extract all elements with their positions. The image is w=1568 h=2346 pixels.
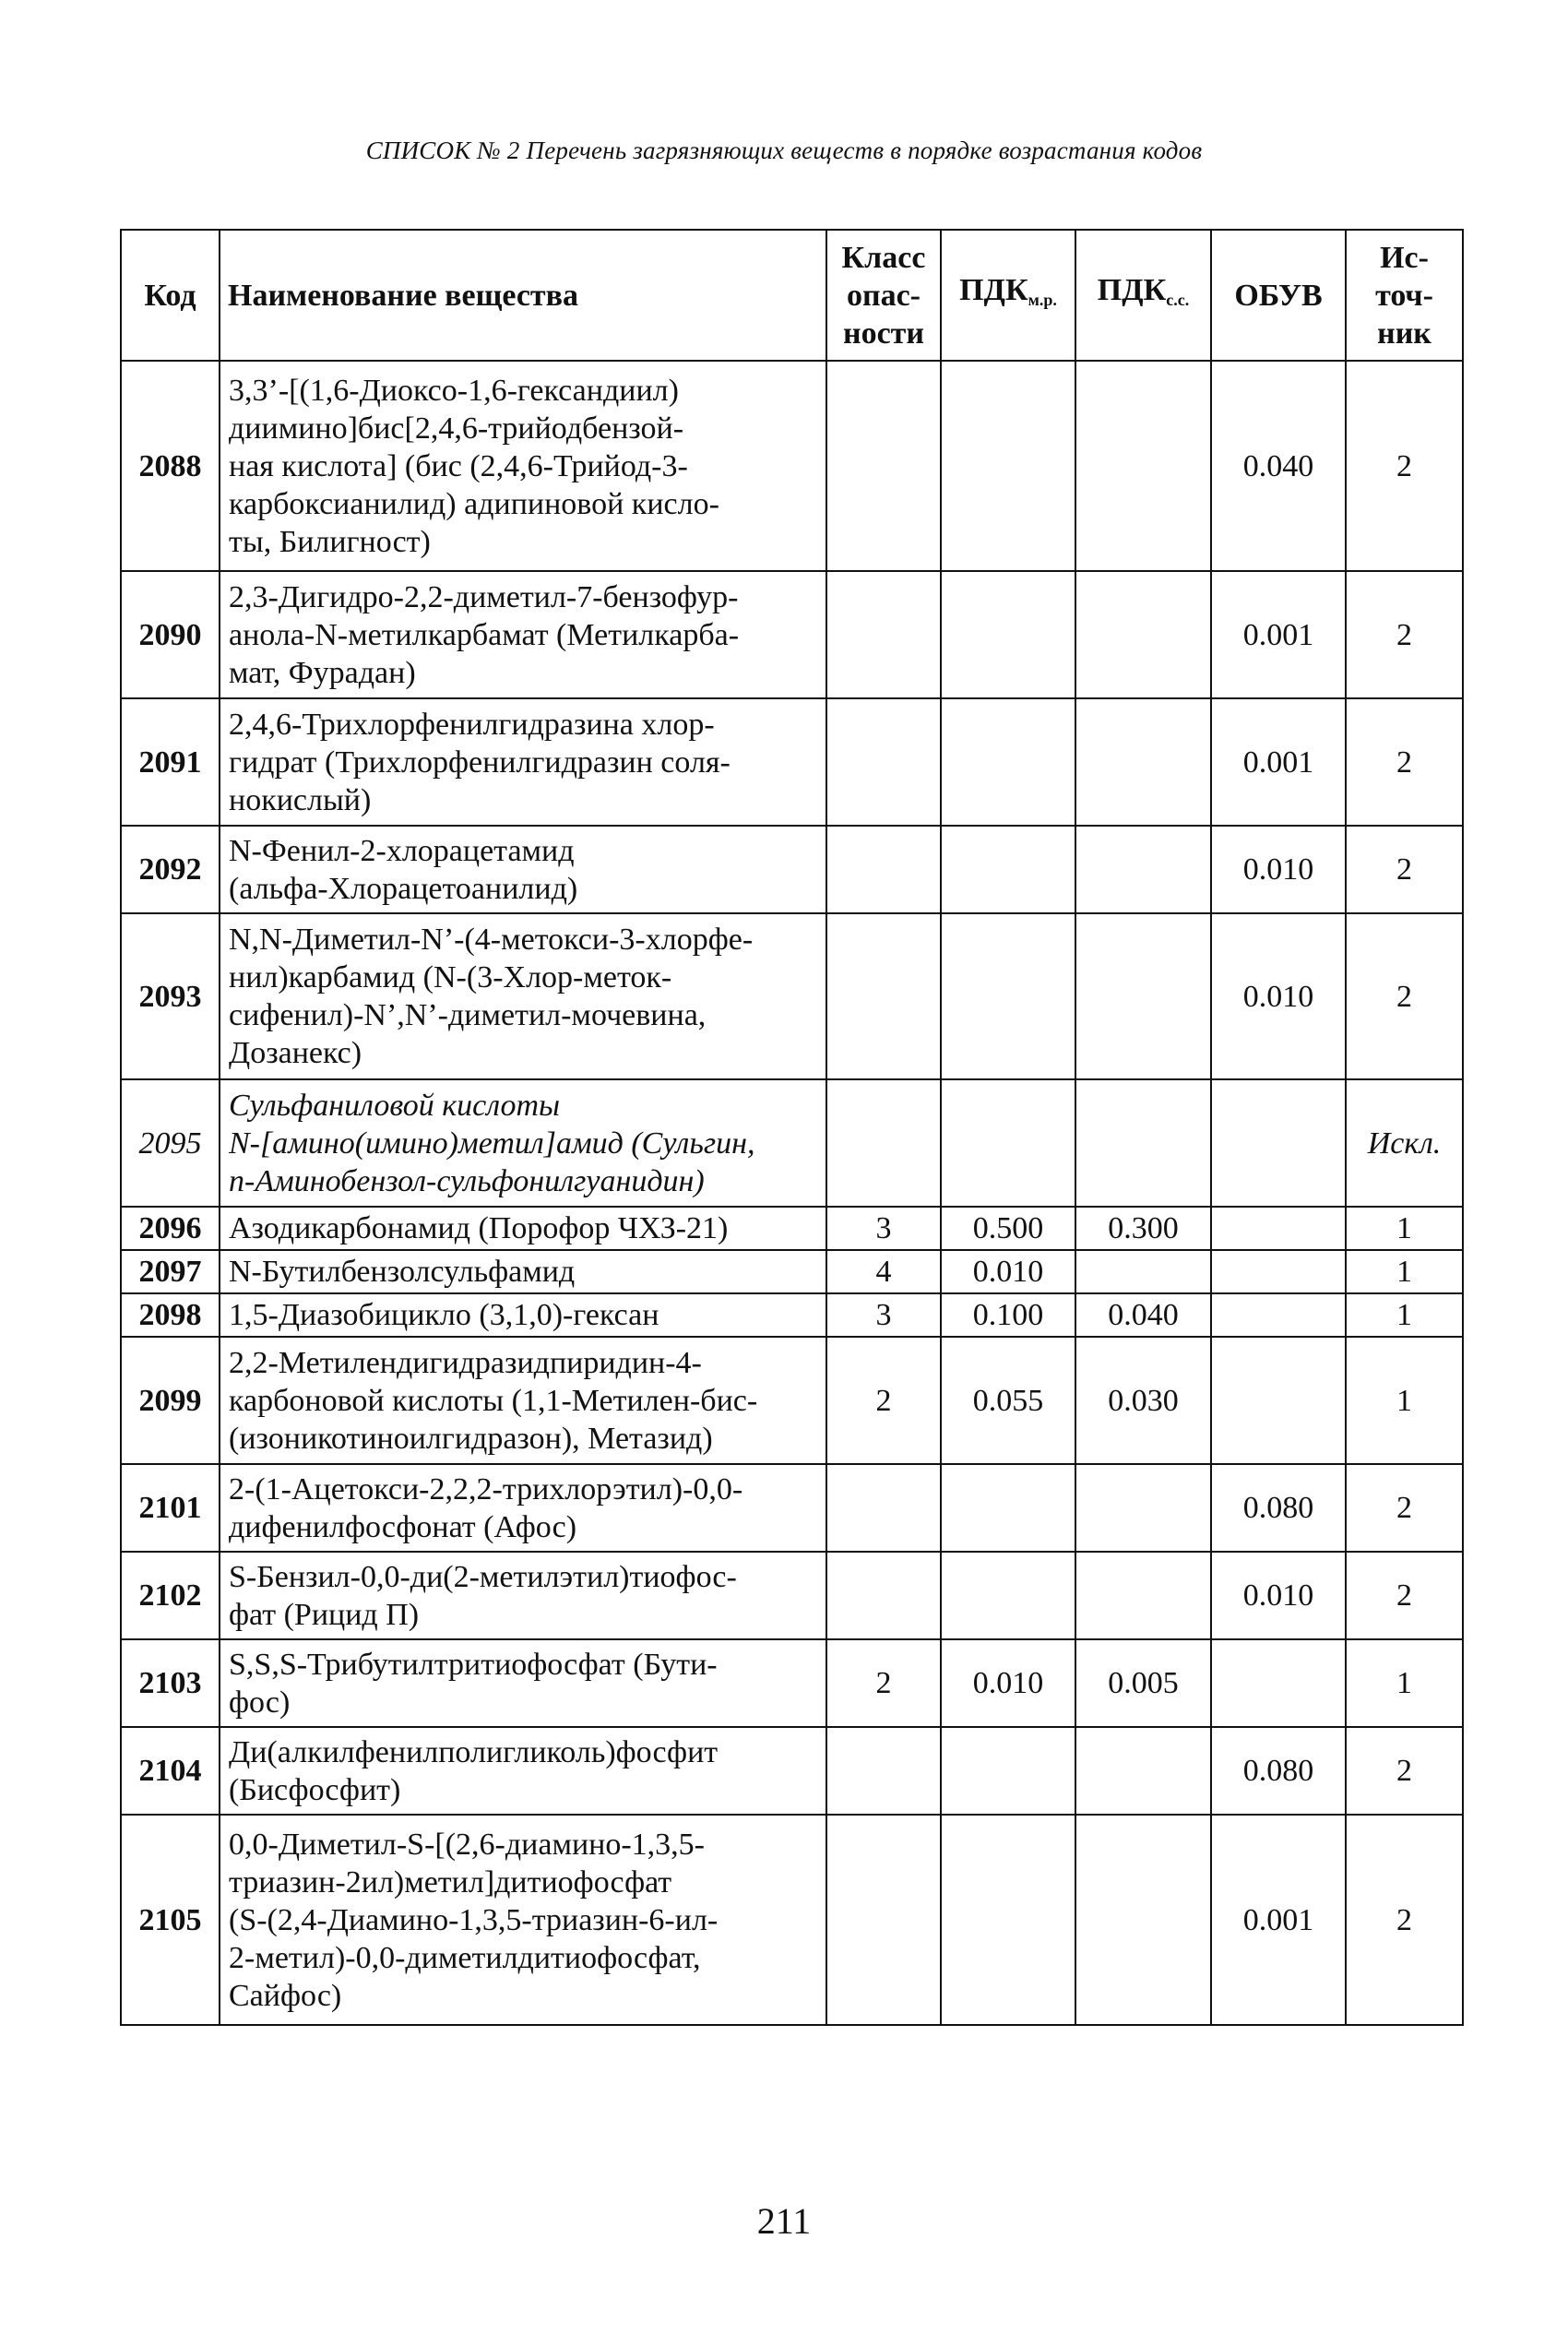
- cell-source: 1: [1346, 1337, 1463, 1464]
- table-row: [121, 1639, 1463, 1727]
- cell-code: 2098: [121, 1293, 220, 1337]
- cell-name: 1,5-Диазобицикло (3,1,0)-гексан: [220, 1293, 826, 1337]
- cell-pdk-mr: [941, 361, 1075, 571]
- cell-pdk-mr: 0.500: [941, 1207, 1075, 1250]
- cell-source: 2: [1346, 571, 1463, 698]
- cell-code: 2090: [121, 571, 220, 698]
- cell-pdk-ss: [1075, 361, 1211, 571]
- cell-source: 2: [1346, 1815, 1463, 2025]
- cell-hazard-class: [826, 1464, 941, 1552]
- table-row: [121, 913, 1463, 1079]
- cell-obuv: [1211, 1337, 1346, 1464]
- table-row: [121, 1727, 1463, 1815]
- substances-table: [120, 229, 1464, 2026]
- cell-pdk-mr: 0.055: [941, 1337, 1075, 1464]
- cell-code: 2099: [121, 1337, 220, 1464]
- cell-pdk-mr: [941, 571, 1075, 698]
- cell-pdk-mr: 0.010: [941, 1639, 1075, 1727]
- cell-pdk-ss: [1075, 1464, 1211, 1552]
- table-row: [121, 361, 1463, 571]
- cell-source: 2: [1346, 826, 1463, 913]
- cell-name: Сульфаниловой кислоты N-[амино(имино)метил]амид (Сульгин, n-Аминобензол-сульфонилгуанидин): [220, 1079, 826, 1207]
- cell-hazard-class: [826, 913, 941, 1079]
- cell-hazard-class: [826, 1079, 941, 1207]
- header-pdk-mr-subscript: м.р.: [1028, 291, 1057, 309]
- header-pdk-ss: [1075, 230, 1211, 361]
- cell-name: Азодикарбонамид (Порофор ЧХЗ-21): [220, 1207, 826, 1250]
- cell-obuv: 0.010: [1211, 1552, 1346, 1639]
- cell-source: 2: [1346, 1552, 1463, 1639]
- cell-obuv: 0.080: [1211, 1727, 1346, 1815]
- header-pdk-mr: [941, 230, 1075, 361]
- cell-hazard-class: [826, 826, 941, 913]
- header-pdk-mr-text: ПДК: [959, 273, 1028, 307]
- header-source: [1346, 230, 1463, 361]
- cell-pdk-mr: [941, 913, 1075, 1079]
- cell-code: 2095: [121, 1079, 220, 1207]
- cell-code: 2093: [121, 913, 220, 1079]
- cell-obuv: 0.001: [1211, 571, 1346, 698]
- cell-pdk-mr: 0.100: [941, 1293, 1075, 1337]
- cell-code: 2102: [121, 1552, 220, 1639]
- cell-code: 2101: [121, 1464, 220, 1552]
- cell-source: 2: [1346, 361, 1463, 571]
- cell-source: Искл.: [1346, 1079, 1463, 1207]
- cell-hazard-class: [826, 1815, 941, 2025]
- table-row: [121, 826, 1463, 913]
- table-row: [121, 1464, 1463, 1552]
- cell-name: S,S,S-Трибутилтритиофосфат (Бути- фос): [220, 1639, 826, 1727]
- cell-obuv: 0.010: [1211, 826, 1346, 913]
- cell-code: 2104: [121, 1727, 220, 1815]
- cell-pdk-ss: [1075, 1552, 1211, 1639]
- cell-source: 2: [1346, 698, 1463, 826]
- cell-pdk-mr: [941, 1464, 1075, 1552]
- cell-pdk-ss: [1075, 913, 1211, 1079]
- table-header-row: [121, 230, 1463, 361]
- cell-obuv: 0.040: [1211, 361, 1346, 571]
- cell-name: N-Бутилбензолсульфамид: [220, 1250, 826, 1293]
- cell-name: 3,3’-[(1,6-Диоксо-1,6-гександиил) диимино]бис[2,4,6-трийодбензой- ная кислота] (бис (2,4,6-Трийод-3- карбоксианилид) адипиновой кисло- ты, Билигност): [220, 361, 826, 571]
- cell-pdk-mr: 0.010: [941, 1250, 1075, 1293]
- table-row: [121, 1250, 1463, 1293]
- cell-code: 2092: [121, 826, 220, 913]
- cell-source: 1: [1346, 1250, 1463, 1293]
- cell-obuv: 0.010: [1211, 913, 1346, 1079]
- cell-source: 2: [1346, 1464, 1463, 1552]
- cell-pdk-mr: [941, 1815, 1075, 2025]
- cell-hazard-class: [826, 1552, 941, 1639]
- cell-hazard-class: 2: [826, 1639, 941, 1727]
- cell-hazard-class: [826, 571, 941, 698]
- cell-pdk-ss: [1075, 1250, 1211, 1293]
- cell-pdk-mr: [941, 1552, 1075, 1639]
- cell-name: 2-(1-Ацетокси-2,2,2-трихлорэтил)-0,0- дифенилфосфонат (Афос): [220, 1464, 826, 1552]
- cell-obuv: 0.080: [1211, 1464, 1346, 1552]
- cell-obuv: [1211, 1250, 1346, 1293]
- cell-source: 2: [1346, 913, 1463, 1079]
- cell-name: 2,4,6-Трихлорфенилгидразина хлор- гидрат (Трихлорфенилгидразин соля- нокислый): [220, 698, 826, 826]
- cell-obuv: [1211, 1293, 1346, 1337]
- cell-hazard-class: [826, 698, 941, 826]
- cell-code: 2105: [121, 1815, 220, 2025]
- cell-name: 2,2-Метилендигидразидпиридин-4- карбоновой кислоты (1,1-Метилен-бис- (изоникотиноилгидразон), Метазид): [220, 1337, 826, 1464]
- page-number: 211: [756, 2200, 812, 2242]
- cell-pdk-ss: [1075, 826, 1211, 913]
- header-pdk-ss-text: ПДК: [1097, 273, 1167, 307]
- cell-hazard-class: 3: [826, 1207, 941, 1250]
- cell-code: 2097: [121, 1250, 220, 1293]
- header-code: Код: [121, 230, 220, 361]
- cell-name: 2,3-Дигидро-2,2-диметил-7-бензофур- анола-N-метилкарбамат (Метилкарба- мат, Фурадан): [220, 571, 826, 698]
- cell-source: 2: [1346, 1727, 1463, 1815]
- cell-name: S-Бензил-0,0-ди(2-метилэтил)тиофос- фат (Рицид П): [220, 1552, 826, 1639]
- cell-hazard-class: 4: [826, 1250, 941, 1293]
- cell-obuv: 0.001: [1211, 1815, 1346, 2025]
- cell-pdk-ss: 0.030: [1075, 1337, 1211, 1464]
- header-pdk-ss-subscript: с.с.: [1166, 291, 1190, 309]
- cell-pdk-ss: [1075, 571, 1211, 698]
- cell-source: 1: [1346, 1639, 1463, 1727]
- cell-name: 0,0-Диметил-S-[(2,6-диамино-1,3,5- триазин-2ил)метил]дитиофосфат (S-(2,4-Диамино-1,3,5-триазин-6-ил- 2-метил)-0,0-диметилдитиофосфат, Сайфос): [220, 1815, 826, 2025]
- cell-pdk-mr: [941, 826, 1075, 913]
- cell-pdk-mr: [941, 698, 1075, 826]
- cell-code: 2091: [121, 698, 220, 826]
- table-row: [121, 1552, 1463, 1639]
- table-row: [121, 698, 1463, 826]
- header-hazard-class: [826, 230, 941, 361]
- cell-source: 1: [1346, 1207, 1463, 1250]
- header-hazard-class-text: Класс опас- ности: [841, 240, 926, 351]
- cell-obuv: [1211, 1207, 1346, 1250]
- cell-obuv: [1211, 1639, 1346, 1727]
- cell-name: Ди(алкилфенилполигликоль)фосфит (Бисфосфит): [220, 1727, 826, 1815]
- cell-pdk-ss: 0.300: [1075, 1207, 1211, 1250]
- cell-hazard-class: [826, 361, 941, 571]
- cell-name: N,N-Диметил-N’-(4-метокси-3-хлорфе- нил)карбамид (N-(3-Хлор-меток- сифенил)-N’,N’-диметил-мочевина, Дозанекс): [220, 913, 826, 1079]
- cell-pdk-ss: [1075, 1727, 1211, 1815]
- cell-hazard-class: 3: [826, 1293, 941, 1337]
- cell-pdk-ss: [1075, 1079, 1211, 1207]
- table-row: [121, 1337, 1463, 1464]
- header-source-text: Ис- точ- ник: [1375, 240, 1433, 351]
- cell-pdk-mr: [941, 1727, 1075, 1815]
- table-row: [121, 1079, 1463, 1207]
- header-obuv: ОБУВ: [1211, 230, 1346, 361]
- cell-pdk-ss: [1075, 698, 1211, 826]
- cell-code: 2096: [121, 1207, 220, 1250]
- cell-obuv: 0.001: [1211, 698, 1346, 826]
- table-row: [121, 1293, 1463, 1337]
- cell-pdk-ss: [1075, 1815, 1211, 2025]
- table-row: [121, 571, 1463, 698]
- cell-source: 1: [1346, 1293, 1463, 1337]
- cell-code: 2088: [121, 361, 220, 571]
- cell-hazard-class: [826, 1727, 941, 1815]
- cell-code: 2103: [121, 1639, 220, 1727]
- table-row: [121, 1815, 1463, 2025]
- cell-pdk-ss: 0.005: [1075, 1639, 1211, 1727]
- table-row: [121, 1207, 1463, 1250]
- cell-name: N-Фенил-2-хлорацетамид (альфа-Хлорацетоанилид): [220, 826, 826, 913]
- table-body: [121, 361, 1463, 2025]
- header-name: Наименование вещества: [220, 230, 826, 361]
- cell-pdk-mr: [941, 1079, 1075, 1207]
- cell-hazard-class: 2: [826, 1337, 941, 1464]
- cell-pdk-ss: 0.040: [1075, 1293, 1211, 1337]
- cell-obuv: [1211, 1079, 1346, 1207]
- page-header: СПИСОК № 2 Перечень загрязняющих веществ в порядке возрастания кодов: [365, 137, 1203, 164]
